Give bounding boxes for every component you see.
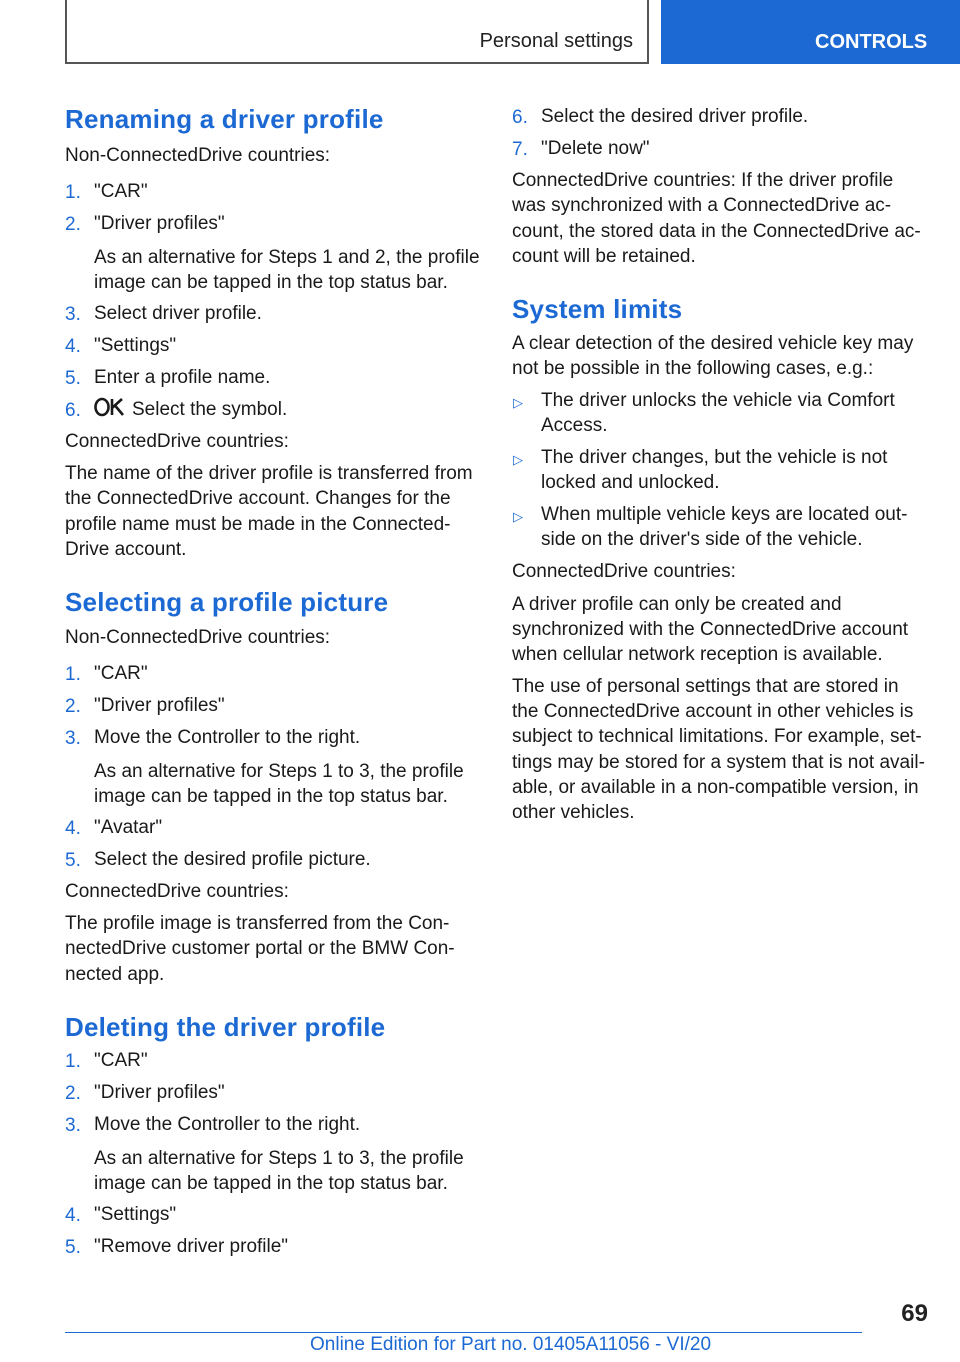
ok-icon <box>94 397 126 417</box>
triangle-bullet-icon: ▷ <box>513 509 523 524</box>
step-text: Select driver profile. <box>94 303 262 324</box>
step-text: Select the symbol. <box>132 399 288 420</box>
step-note: As an alternative for Steps 1 to 3, the profile <box>94 761 464 782</box>
step-number: 5. <box>65 850 81 871</box>
step-with-icon <box>94 397 287 423</box>
body-line: nected app. <box>65 964 165 985</box>
body-line: The profile image is transferred from the Con‐ <box>65 913 450 934</box>
step-note: As an alternative for Steps 1 to 3, the profile <box>94 1148 464 1169</box>
step-number: 2. <box>65 1083 81 1104</box>
body-line: subject to technical limitations. For example, set‐ <box>512 726 922 747</box>
step-number: 2. <box>65 696 81 717</box>
connecteddrive-label: ConnectedDrive countries: <box>65 881 289 902</box>
body-line: ConnectedDrive countries: If the driver profile <box>512 170 894 191</box>
connecteddrive-label: ConnectedDrive countries: <box>65 431 289 452</box>
header-section-title: Personal settings <box>479 30 633 52</box>
body-line: tings may be stored for a system that is not avail‐ <box>512 752 925 773</box>
body-line: A driver profile can only be created and <box>512 594 842 615</box>
step-number: 1. <box>65 1051 81 1072</box>
body-line: able, or available in a non-compatible version, in <box>512 777 919 798</box>
triangle-bullet-icon: ▷ <box>513 395 523 410</box>
step-text: Select the desired driver profile. <box>541 106 809 127</box>
heading-deleting: Deleting the driver profile <box>65 1012 386 1042</box>
page-number: 69 <box>901 1300 928 1327</box>
step-number: 1. <box>65 664 81 685</box>
step-text: "Driver profiles" <box>94 213 225 234</box>
footer-edition: Online Edition for Part no. 01405A11056 - VI/20 <box>310 1334 712 1355</box>
body-line: The name of the driver profile is transferred from <box>65 463 473 484</box>
renaming-intro: Non-ConnectedDrive countries: <box>65 145 331 166</box>
body-line: other vehicles. <box>512 802 635 823</box>
step-number: 3. <box>65 304 81 325</box>
body-line: nectedDrive customer portal or the BMW Con‐ <box>65 938 455 959</box>
step-number: 5. <box>65 368 81 389</box>
body-line: A clear detection of the desired vehicle key may <box>512 333 914 354</box>
body-line: the ConnectedDrive account. Changes for the <box>65 488 451 509</box>
step-text: Enter a profile name. <box>94 367 271 388</box>
step-note: image can be tapped in the top status bar. <box>94 786 448 807</box>
heading-profile-picture: Selecting a profile picture <box>65 587 389 617</box>
footer-divider <box>65 1332 862 1333</box>
step-text: "CAR" <box>94 663 148 684</box>
body-line: Drive account. <box>65 539 187 560</box>
step-text: "Avatar" <box>94 817 163 838</box>
bullet-line: locked and unlocked. <box>541 472 720 493</box>
body-line: count will be retained. <box>512 246 696 267</box>
step-number: 3. <box>65 1115 81 1136</box>
step-text: Select the desired profile picture. <box>94 849 371 870</box>
connecteddrive-label: ConnectedDrive countries: <box>512 561 736 582</box>
step-number: 3. <box>65 728 81 749</box>
step-note: image can be tapped in the top status bar. <box>94 1173 448 1194</box>
step-text: "CAR" <box>94 181 148 202</box>
header-controls-tab[interactable] <box>661 0 960 64</box>
body-line: profile name must be made in the Connected‐ <box>65 514 451 535</box>
step-number: 4. <box>65 1205 81 1226</box>
step-text: "Settings" <box>94 335 177 356</box>
bullet-line: The driver unlocks the vehicle via Comfort <box>541 390 895 411</box>
step-number: 4. <box>65 336 81 357</box>
step-number: 5. <box>65 1237 81 1258</box>
bullet-line: Access. <box>541 415 608 436</box>
triangle-bullet-icon: ▷ <box>513 452 523 467</box>
bullet-line: The driver changes, but the vehicle is not <box>541 447 888 468</box>
step-text: "Delete now" <box>541 138 650 159</box>
body-line: not be possible in the following cases, e.g.: <box>512 358 874 379</box>
step-text: "Driver profiles" <box>94 1082 225 1103</box>
header-section-box <box>65 0 649 64</box>
picture-intro: Non-ConnectedDrive countries: <box>65 627 331 648</box>
step-text: "Driver profiles" <box>94 695 225 716</box>
step-number: 7. <box>512 139 528 160</box>
step-note: As an alternative for Steps 1 and 2, the profile <box>94 247 480 268</box>
step-text: Move the Controller to the right. <box>94 727 361 748</box>
step-number: 2. <box>65 214 81 235</box>
body-line: The use of personal settings that are stored in <box>512 676 899 697</box>
step-text: "CAR" <box>94 1050 148 1071</box>
body-line: synchronized with the ConnectedDrive account <box>512 619 909 640</box>
step-note: image can be tapped in the top status bar. <box>94 272 448 293</box>
header-tab-label: CONTROLS <box>815 31 928 53</box>
bullet-line: When multiple vehicle keys are located out‐ <box>541 504 908 525</box>
step-number: 1. <box>65 182 81 203</box>
body-line: when cellular network reception is available. <box>512 644 883 665</box>
step-number: 4. <box>65 818 81 839</box>
step-text: Move the Controller to the right. <box>94 1114 361 1135</box>
bullet-line: side on the driver's side of the vehicle. <box>541 529 863 550</box>
step-number: 6. <box>65 400 81 421</box>
body-line: the ConnectedDrive account in other vehicles is <box>512 701 914 722</box>
heading-renaming: Renaming a driver profile <box>65 104 384 134</box>
body-line: count, the stored data in the ConnectedDrive ac‐ <box>512 221 921 242</box>
heading-system-limits: System limits <box>512 294 683 324</box>
step-text: "Settings" <box>94 1204 177 1225</box>
step-number: 6. <box>512 107 528 128</box>
step-text: "Remove driver profile" <box>94 1236 289 1257</box>
body-line: was synchronized with a ConnectedDrive ac‐ <box>512 195 892 216</box>
